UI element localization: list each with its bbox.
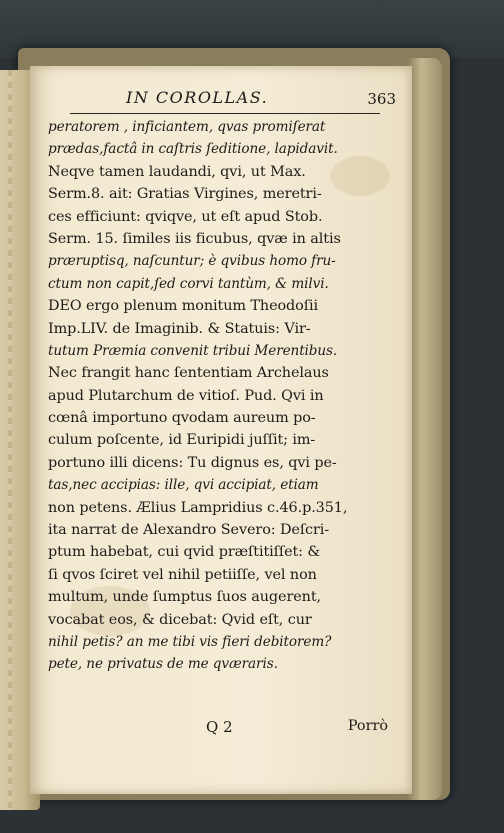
page-header bbox=[126, 88, 396, 112]
running-title: IN COROLLAS. bbox=[126, 88, 269, 107]
text-line: Serm. 15. ſimiles iis ficubus, qvæ in altis bbox=[48, 230, 341, 247]
text-line: Serm.8. ait: Gratias Virgines, meretri- bbox=[48, 186, 322, 203]
body-text bbox=[48, 116, 394, 736]
text-line: ces efficiunt: qviqve, ut eſt apud Stob. bbox=[48, 208, 323, 225]
text-line: ctum non capit,ſed corvi tantùm, & milvi. bbox=[48, 275, 329, 292]
text-line: tutum Præmia convenit tribui Merentibus. bbox=[48, 342, 338, 359]
page-number: 363 bbox=[367, 90, 396, 108]
text-line: culum poſcente, id Euripidi juſſit; im- bbox=[48, 432, 316, 449]
catchword: Porrò bbox=[347, 718, 388, 734]
page-footer bbox=[48, 718, 394, 740]
text-line: nihil petis? an me tibi vis fieri debitorem? bbox=[48, 633, 332, 650]
text-line: non petens. Ælius Lampridius c.46.p.351, bbox=[48, 499, 348, 516]
text-line: prædas,factâ in caſtris ſeditione, lapidavit. bbox=[48, 141, 338, 158]
text-line: portuno illi dicens: Tu dignus es, qvi pe- bbox=[48, 454, 337, 471]
text-line: Neqve tamen laudandi, qvi, ut Max. bbox=[48, 163, 306, 180]
text-line: peratorem , inficiantem, qvas promiſerat bbox=[48, 119, 326, 135]
right-page-edge bbox=[408, 58, 442, 800]
text-line: præruptisq, naſcuntur; è qvibus homo fru- bbox=[48, 253, 336, 270]
text-line: pete, ne privatus de me qværaris. bbox=[48, 656, 278, 673]
text-line: ptum habebat, cui qvid præſtitiſſet: & bbox=[48, 544, 321, 561]
book-page bbox=[30, 66, 412, 794]
text-line: vocabat eos, & dicebat: Qvid eſt, cur bbox=[48, 611, 312, 628]
text-line: cœnâ importuno qvodam aureum po- bbox=[48, 410, 316, 427]
header-rule bbox=[70, 113, 380, 114]
text-line: ſi qvos ſciret vel nihil petiiſſe, vel non bbox=[48, 566, 317, 583]
text-line: DEO ergo plenum monitum Theodoſii bbox=[48, 298, 318, 315]
text-line: apud Plutarchum de vitioſ. Pud. Qvi in bbox=[48, 387, 324, 404]
text-line: ita narrat de Alexandro Severo: Deſcri- bbox=[48, 522, 330, 539]
text-line: Imp.LIV. de Imaginib. & Statuis: Vir- bbox=[48, 320, 311, 337]
text-line: tas,nec accipias: ille, qvi accipiat, etiam bbox=[48, 477, 319, 494]
text-line: Nec frangit hanc ſententiam Archelaus bbox=[48, 365, 329, 382]
text-line: multum, unde ſumptus ſuos augerent, bbox=[48, 589, 321, 606]
signature-mark: Q 2 bbox=[206, 718, 233, 736]
